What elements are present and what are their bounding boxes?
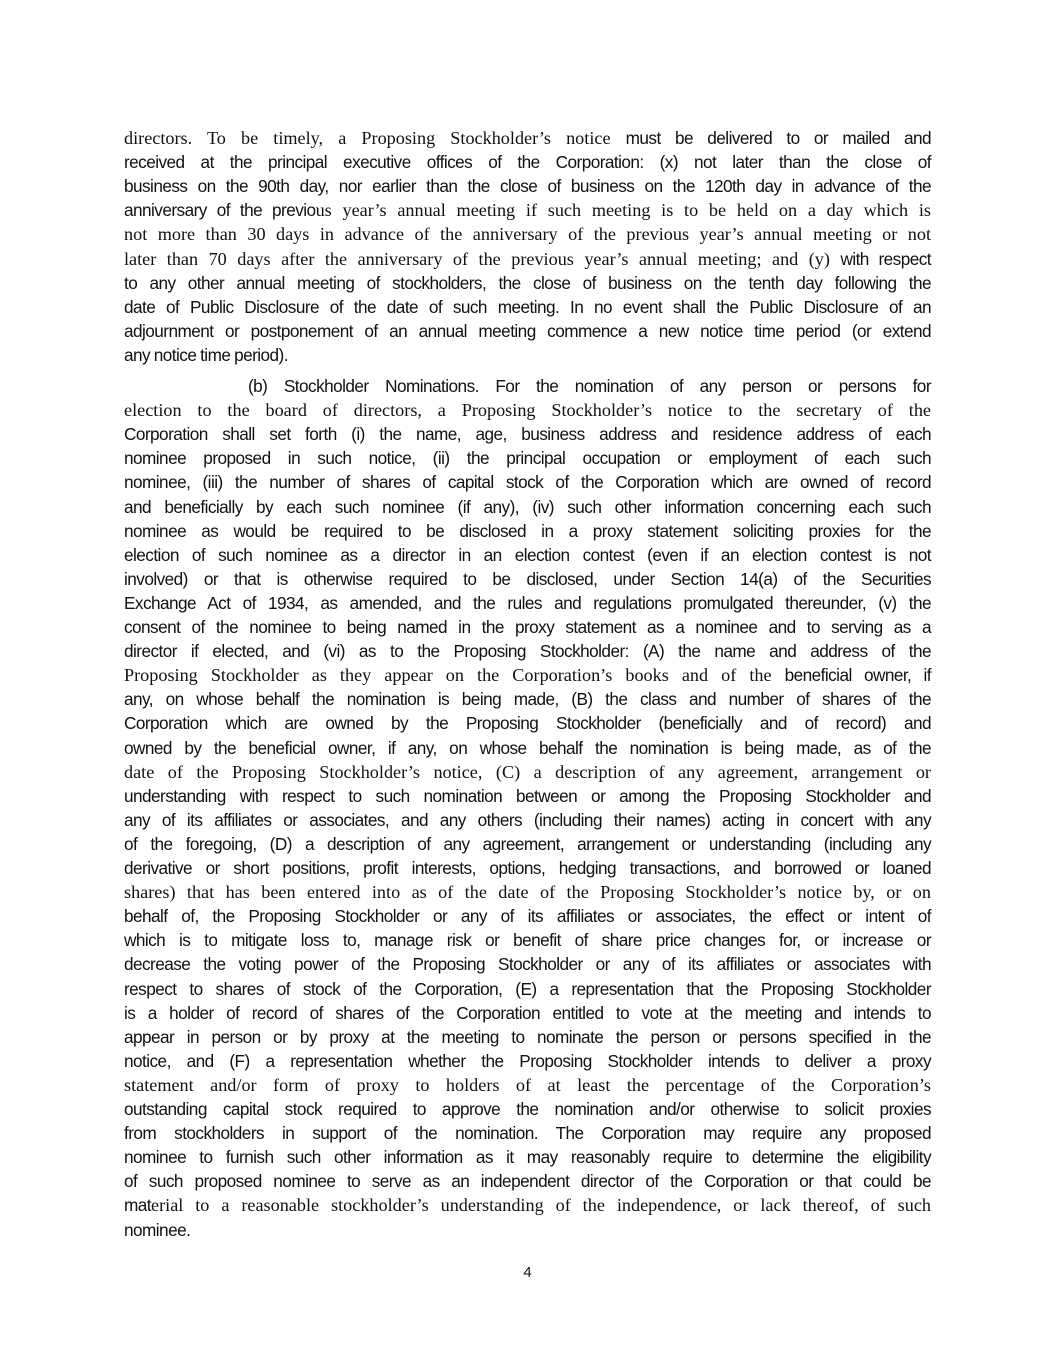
- text-segment: date of Public Disclosure of the date of such meeting. In no event shall the Public Disclosure of an: [124, 296, 931, 317]
- text-segment: to any other annual meeting of stockholders, the close of business on the tenth day following the: [124, 272, 931, 293]
- text-line: [124, 222, 931, 246]
- text-line: [124, 687, 931, 711]
- text-segment: Corporation which are owned by the Proposing Stockholder (beneficially and of record) and: [124, 713, 931, 734]
- text-line: [124, 495, 931, 519]
- text-segment: election to the board of directors, a Proposing Stockholder’s notice to the secretary of the: [124, 400, 931, 421]
- text-segment: business on the 90th day, nor earlier than the close of business on the 120th day in advance of the: [124, 176, 931, 197]
- text-segment: nominee as would be required to be disclosed in a proxy statement soliciting proxies for the: [124, 520, 931, 541]
- text-segment: (b) Stockholder Nominations. For the nomination of any person or persons for: [248, 376, 931, 396]
- text-line: [124, 977, 931, 1001]
- text-line: [124, 567, 931, 591]
- text-segment: of such proposed nominee to serve as an independent director of the Corporation or that could be: [124, 1171, 931, 1192]
- text-segment: later than 70 days after the anniversary of the previous year’s annual meeting; and (y): [124, 248, 841, 269]
- text-segment: erial to a reasonable stockholder’s understanding of the independence, or lack thereof, of such: [151, 1195, 931, 1216]
- page-number: 4: [523, 1264, 532, 1281]
- text-segment: any, on whose behalf the nomination is being made, (B) the class and number of shares of the: [124, 689, 931, 710]
- text-segment: nominee proposed in such notice, (ii) the principal occupation or employment of each such: [124, 448, 931, 469]
- text-line: [124, 928, 931, 952]
- text-segment: behalf of, the Proposing Stockholder or any of its affiliates or associates, the effect or intent of: [124, 906, 931, 927]
- text-segment: of the foregoing, (D) a description of any agreement, arrangement or understanding (including any: [124, 833, 931, 854]
- text-segment: derivative or short positions, profit interests, options, hedging transactions, and borrowed or loaned: [124, 858, 931, 878]
- text-line: [124, 271, 931, 295]
- text-line: [124, 174, 931, 198]
- text-segment: date of the Proposing Stockholder’s notice, (C) a description of any agreement, arrangement or: [124, 761, 931, 782]
- text-line: [124, 639, 931, 663]
- text-segment: owned by the beneficial owner, if any, on whose behalf the nomination is being made, as of the: [124, 737, 931, 758]
- text-segment: is a holder of record of shares of the Corporation entitled to vote at the meeting and intends to: [124, 1002, 931, 1023]
- text-line: [124, 126, 931, 150]
- text-line: [124, 711, 931, 735]
- text-line: [124, 784, 931, 808]
- text-line: [124, 295, 931, 319]
- text-segment: outstanding capital stock required to approve the nomination and/or otherwise to solicit proxies: [124, 1099, 931, 1119]
- text-segment: shares) that has been entered into as of the date of the Proposing Stockholder’s notice by, or on: [124, 882, 931, 903]
- text-line: [124, 832, 931, 856]
- text-segment: consent of the nominee to being named in the proxy statement as a nominee and to serving as a: [124, 617, 931, 637]
- text-line: [124, 446, 931, 470]
- text-line: [124, 1145, 931, 1169]
- text-line: [124, 1169, 931, 1193]
- text-segment: beneficial owner, if: [784, 665, 932, 686]
- text-segment: notice, and (F) a representation whether the Proposing Stockholder intends to deliver a proxy: [124, 1050, 931, 1071]
- text-segment: not more than 30 days in advance of the anniversary of the previous year’s annual meeting or not: [124, 224, 931, 245]
- text-segment: understanding with respect to such nomination between or among the Proposing Stockholder and: [124, 785, 931, 806]
- text-segment: nominee, (iii) the number of shares of capital stock of the Corporation which are owned of record: [124, 472, 931, 493]
- text-line: [124, 880, 931, 904]
- text-segment: election of such nominee as a director in an election contest (even if an election contest is not: [124, 544, 931, 565]
- text-line: [124, 422, 931, 446]
- text-segment: received at the principal executive offices of the Corporation: (x) not later than the close of: [124, 152, 931, 173]
- text-line: [124, 1073, 931, 1097]
- text-segment: nominee to furnish such other information as it may reasonably require to determine the eligibility: [124, 1147, 931, 1168]
- text-segment: must be delivered to or mailed and: [625, 128, 931, 148]
- text-line: [124, 1025, 931, 1049]
- text-segment: any notice time period).: [124, 344, 288, 365]
- text-line: [124, 543, 931, 567]
- text-line: [124, 374, 931, 398]
- text-line: [124, 198, 931, 222]
- text-segment: which is to mitigate loss to, manage risk or benefit of share price changes for, or increase or: [124, 930, 931, 951]
- text-line: [124, 150, 931, 174]
- text-segment: Proposing Stockholder as they appear on the Corporation’s books and of the: [124, 665, 785, 686]
- text-line: [124, 591, 931, 615]
- text-segment: anniversary of the previo: [124, 200, 316, 221]
- text-line: [124, 247, 931, 271]
- text-line: [124, 1193, 931, 1217]
- text-line: [124, 319, 931, 343]
- text-segment: us year’s annual meeting if such meeting is to be held on a day which is: [315, 200, 931, 221]
- text-segment: nominee.: [124, 1219, 191, 1240]
- text-line: [124, 1001, 931, 1025]
- text-line: [124, 736, 931, 760]
- text-segment: appear in person or by proxy at the meeting to nominate the person or persons specified in the: [124, 1026, 931, 1047]
- text-segment: adjournment or postponement of an annual meeting commence a new notice time period (or extend: [124, 320, 931, 341]
- text-line: [124, 1218, 931, 1242]
- text-line: [124, 398, 931, 422]
- text-segment: decrease the voting power of the Proposing Stockholder or any of its affiliates or associates with: [124, 954, 931, 975]
- text-segment: respect to shares of stock of the Corporation, (E) a representation that the Proposing Stockholder: [124, 978, 931, 999]
- text-line: [124, 615, 931, 639]
- text-segment: directors. To be timely, a Proposing Stockholder’s notice: [124, 128, 626, 148]
- text-line: [124, 663, 931, 687]
- text-segment: Corporation shall set forth (i) the name, age, business address and residence address of each: [124, 424, 931, 445]
- text-segment: Exchange Act of 1934, as amended, and the rules and regulations promulgated thereunder, (v) the: [124, 592, 931, 613]
- text-segment: with respect: [840, 248, 931, 269]
- text-line: [124, 519, 931, 543]
- text-line: [124, 808, 931, 832]
- text-line: [124, 1049, 931, 1073]
- text-line: [124, 343, 931, 367]
- text-line: [124, 1097, 931, 1121]
- text-segment: from stockholders in support of the nomination. The Corporation may require any proposed: [124, 1123, 931, 1144]
- text-line: [124, 952, 931, 976]
- text-line: [124, 470, 931, 494]
- text-segment: statement and/or form of proxy to holders of at least the percentage of the Corporation’s: [124, 1074, 931, 1095]
- text-line: [124, 904, 931, 928]
- text-segment: any of its affiliates or associates, and any others (including their names) acting in concert with any: [124, 809, 931, 830]
- text-segment: involved) or that is otherwise required to be disclosed, under Section 14(a) of the Securities: [124, 568, 931, 589]
- text-line: [124, 760, 931, 784]
- text-segment: director if elected, and (vi) as to the Proposing Stockholder: (A) the name and address of the: [124, 641, 931, 662]
- text-line: [124, 856, 931, 880]
- text-segment: mat: [124, 1195, 152, 1216]
- text-segment: and beneficially by each such nominee (if any), (iv) such other information concerning each such: [124, 496, 931, 517]
- text-line: [124, 1121, 931, 1145]
